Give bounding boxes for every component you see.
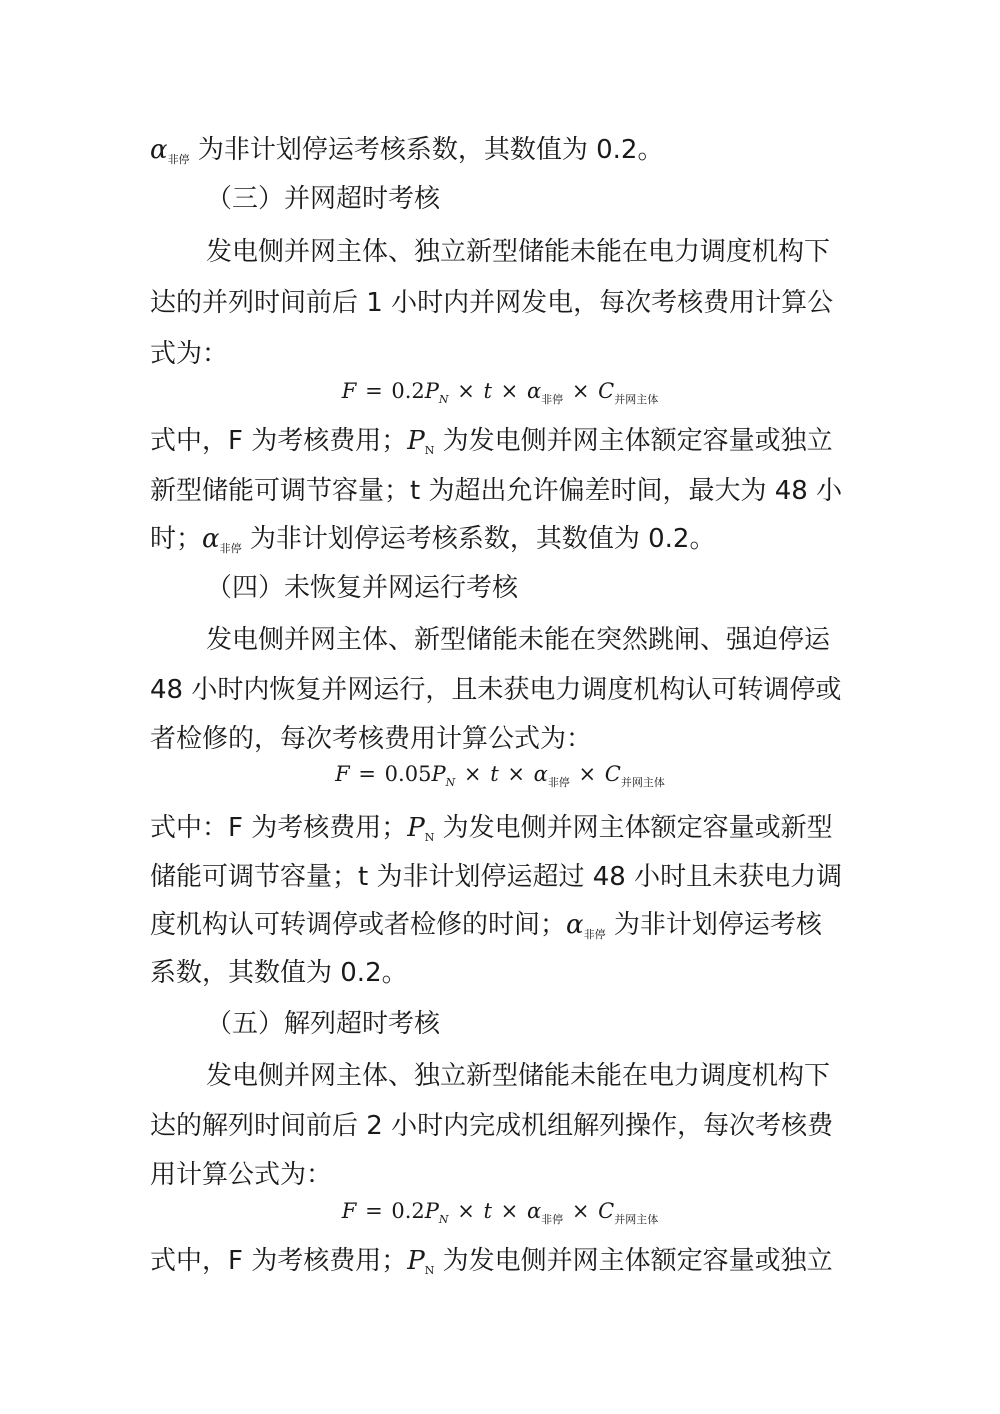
paragraph-line: 式中，F 为考核费用；PN 为发电侧并网主体额定容量或独立 bbox=[150, 426, 833, 457]
paragraph-line: 式为： bbox=[150, 339, 229, 369]
formula-grid-connection-overtime: $F = 0.2P_N \times t \times \alpha_{非停} \times C_{并网主体}$ bbox=[341, 379, 659, 406]
paragraph-line: 系数，其数值为 0.2。 bbox=[150, 958, 408, 988]
formula-recovery-overtime: $F = 0.05P_N \times t \times \alpha_{非停} \times C_{并网主体}$ bbox=[335, 762, 665, 789]
paragraph-line: 式中，F 为考核费用；PN 为发电侧并网主体额定容量或独立 bbox=[150, 1246, 833, 1277]
paragraph-line: 式中：F 为考核费用；PN 为发电侧并网主体额定容量或新型 bbox=[150, 813, 833, 844]
paragraph-line: 者检修的，每次考核费用计算公式为： bbox=[150, 724, 593, 754]
paragraph-line: 用计算公式为： bbox=[150, 1160, 333, 1190]
paragraph-line: 新型储能可调节容量；t 为超出允许偏差时间，最大为 48 小 bbox=[150, 476, 843, 506]
paragraph-line: α非停 为非计划停运考核系数，其数值为 0.2。 bbox=[150, 135, 664, 166]
p-n-symbol: PN bbox=[407, 426, 435, 457]
section-heading-4: （四）未恢复并网运行考核 bbox=[206, 573, 519, 603]
section-heading-5: （五）解列超时考核 bbox=[206, 1009, 441, 1039]
paragraph-line: 达的并列时间前后 1 小时内并网发电，每次考核费用计算公 bbox=[150, 288, 834, 318]
paragraph-line: 发电侧并网主体、新型储能未能在突然跳闸、强迫停运 bbox=[206, 625, 831, 655]
paragraph-line: 达的解列时间前后 2 小时内完成机组解列操作，每次考核费 bbox=[150, 1111, 834, 1141]
section-heading-3: （三）并网超时考核 bbox=[206, 184, 441, 214]
formula-disconnection-overtime: $F = 0.2P_N \times t \times \alpha_{非停} \times C_{并网主体}$ bbox=[341, 1199, 659, 1226]
paragraph-line: 48 小时内恢复并网运行，且未获电力调度机构认可转调停或 bbox=[150, 675, 842, 705]
paragraph-line: 发电侧并网主体、独立新型储能未能在电力调度机构下 bbox=[206, 237, 831, 267]
alpha-symbol: α非停 bbox=[566, 910, 606, 941]
paragraph-line: 储能可调节容量；t 为非计划停运超过 48 小时且未获电力调 bbox=[150, 862, 843, 892]
alpha-symbol: α非停 bbox=[150, 135, 190, 166]
paragraph-line: 度机构认可转调停或者检修的时间；α非停 为非计划停运考核 bbox=[150, 910, 822, 941]
p-n-symbol: PN bbox=[407, 1246, 435, 1277]
p-n-symbol: PN bbox=[407, 813, 435, 844]
alpha-symbol: α非停 bbox=[202, 524, 242, 555]
paragraph-line: 时；α非停 为非计划停运考核系数，其数值为 0.2。 bbox=[150, 524, 716, 555]
paragraph-line: 发电侧并网主体、独立新型储能未能在电力调度机构下 bbox=[206, 1061, 831, 1091]
